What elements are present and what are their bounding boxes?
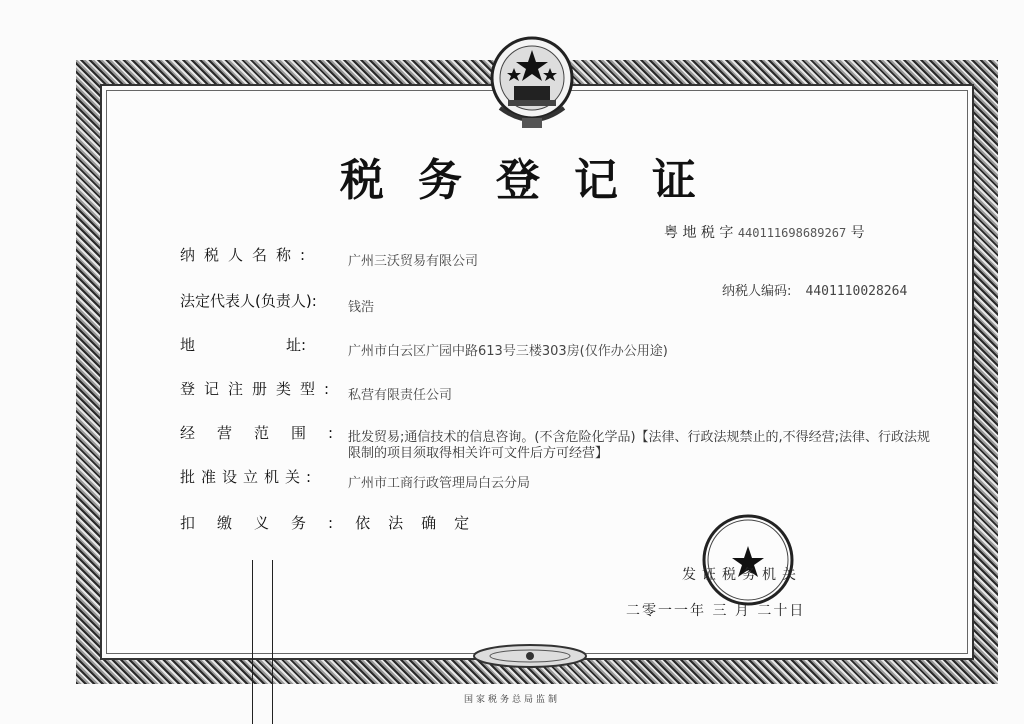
approval-label: 批准设立机关: xyxy=(180,468,318,486)
registration-number xyxy=(664,222,865,242)
issue-date: 二零一一年 三 月 二十日 xyxy=(626,603,806,619)
address-label-end: 址: xyxy=(286,336,307,354)
duty-row xyxy=(180,512,487,533)
page-title: 税务登记证 xyxy=(340,155,730,206)
taxpayer-code-label: 纳税人编码: xyxy=(722,284,792,299)
national-emblem-icon xyxy=(486,28,578,138)
rep-value: 钱浩 xyxy=(348,300,375,315)
reg-number-value: 440111698689267 xyxy=(737,226,847,240)
type-value: 私营有限责任公司 xyxy=(348,388,453,403)
address-value: 广州市白云区广园中路613号三楼303房(仅作办公用途) xyxy=(348,344,668,359)
issuing-authority: 发证税务机关 xyxy=(682,567,802,583)
duty-label: 扣缴义务: xyxy=(180,514,356,532)
type-label: 登记注册类型: xyxy=(180,380,339,398)
reg-number-suffix: 号 xyxy=(850,225,865,241)
rep-label: 法定代表人(负责人): xyxy=(180,292,317,310)
official-seal-icon xyxy=(700,512,796,608)
taxpayer-code-value: 4401110028264 xyxy=(805,284,908,299)
scope-value: 批发贸易;通信技术的信息咨询。(不含危险化学品)【法律、行政法规禁止的,不得经营;法律、行政法规限制的项目须取得相关许可文件后方可经营】 xyxy=(348,430,931,461)
name-label: 纳税人名称: xyxy=(180,246,315,264)
taxpayer-code xyxy=(722,280,907,299)
approval-value: 广州市工商行政管理局白云分局 xyxy=(348,476,531,491)
footer-text: 国家税务总局监制 xyxy=(463,695,560,705)
reg-number-prefix: 粤 地 税 字 xyxy=(664,225,734,241)
name-value: 广州三沃贸易有限公司 xyxy=(348,254,479,269)
scope-label: 经营范围: xyxy=(180,424,356,442)
ornament-icon xyxy=(470,642,590,670)
address-label-start: 地 xyxy=(180,336,196,354)
duty-value: 依法确定 xyxy=(355,514,488,532)
